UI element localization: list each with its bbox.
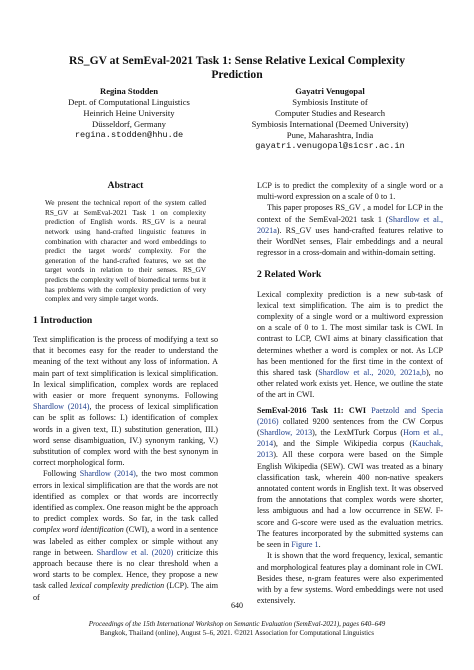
text-span: (CWI), a word in a sentence was labeled as either complex or simple without any range in between.: [33, 525, 219, 557]
citation-link[interactable]: Shardlow (2014): [79, 469, 136, 479]
related-paragraph-3: It is shown that the word frequency, lexical, semantic and morphological features play a dominant role in CWI. Besides these, n-gram features were also experimented with by a few systems. Word embeddings were not used extensively.: [257, 551, 443, 606]
abstract-text: We present the technical report of the system called RS_GV at SemEval-2021 Task 1 on complexity prediction of English words. RS_GV is a neural network using hand-crafted linguistic features in combination with character and word embeddings to predict the target words' complexity. For the generation of the hand-crafted features, we set the target words in relation to their senses. RS_GV predicts the complexity well of biomedical terms but it has problems with the complexity prediction of very complex and very simple target words.: [45, 198, 206, 304]
text-span: , the process of lexical simplification can be split as follows: I.) identification of complex words in a given text, II.) substitution generation, III.) word sense disambiguation, IV.) synonym ranking, V.) substitution of complex word with the best synonym in correct morphological form.: [33, 402, 219, 468]
author-affiliation: Heinrich Heine University: [83, 108, 175, 118]
text-span: criticize this approach because there is no clear threshold when a word starts to be complex. Hence, they propose a new task called: [33, 547, 218, 591]
text-span: ). RS_GV uses hand-crafted features relative to their WordNet senses, Flair embeddings and a neural regressor in a cross-domain and within-domain setting.: [257, 225, 443, 258]
author-affiliation: Düsseldorf, Germany: [92, 119, 166, 129]
section-heading-related-work: 2 Related Work: [257, 269, 322, 281]
footer-line-2: Bangkok, Thailand (online), August 5–6, 2021. ©2021 Association for Computational Linguistics: [100, 628, 374, 637]
text-span: ), and the Simple Wikipedia corpus (: [273, 439, 413, 449]
section-heading-introduction: 1 Introduction: [33, 314, 93, 326]
left-column: [33, 180, 218, 603]
text-span: (LCP). The aim of: [33, 581, 219, 602]
text-span: SemEval-2016 Task 11: CWI: [257, 405, 366, 415]
proceedings-footer: [0, 620, 474, 637]
citation-link[interactable]: Kauchak, 2013: [257, 439, 443, 460]
right-column: [257, 180, 443, 606]
abstract-heading: Abstract: [107, 180, 144, 191]
text-span: ). All these corpora were based on the Simple English Wikipedia (SEW). CWI was treated as a binary classification task, wherein 400 non-native speakers annotated content words in English text. It was observed from the annotations that complex words were shorter, less ambiguous and had a low occurrence in SEW. F-score and G-score were used as the evaluation metrics. The features incorporated by the submitted systems can be seen in: [257, 450, 443, 550]
author-affiliation: Symbiosis Institute of: [292, 97, 368, 107]
author-name: Regina Stodden: [99, 86, 159, 96]
figure-link[interactable]: Figure 1: [291, 540, 319, 550]
author-affiliation: Pune, Maharashtra, India: [286, 130, 374, 140]
text-span: ), no other related work exists yet. Hence, we outline the state of the art in CWI.: [257, 368, 443, 400]
author-1: [44, 86, 214, 141]
text-span: Text simplification is the process of modifying a text so that it becomes easy for the reader to understand the meaning of the text without any loss of information. A main part of text simplification is lexical simplification. In lexical simplification, complex words are replaced with easier or more frequent synonyms. Following: [33, 334, 218, 400]
text-span: , the two most common errors in lexical simplification are that the words are not identified as complex or that words are incorrectly identified as complex. One reason might be the approach to predict complex words. So far, in the task called: [33, 469, 218, 524]
title-line-1: RS_GV at SemEval-2021 Task 1: Sense Relative Lexical Complexity: [68, 54, 405, 67]
citation-link[interactable]: Shardlow et al., 2021a: [257, 214, 443, 235]
citation-link[interactable]: Shardlow et al. (2020): [96, 547, 174, 557]
intro-paragraph-2: [33, 468, 218, 602]
author-affiliation: Computer Studies and Research: [274, 108, 386, 118]
citation-link[interactable]: Horn et al., 2014: [257, 428, 443, 449]
text-span: ), the LexMTurk Corpus (: [312, 428, 404, 438]
citation-link[interactable]: Shardlow, 2013: [259, 428, 313, 438]
text-span: complex word identification: [33, 525, 124, 535]
author-affiliation: Dept. of Computational Linguistics: [68, 97, 190, 107]
author-email: gayatri.venugopal@sicsr.ac.in: [255, 141, 405, 151]
author-2: [220, 86, 440, 152]
title-line-2: Prediction: [211, 67, 263, 81]
related-paragraph-1: [257, 289, 443, 401]
citation-link[interactable]: Shardlow (2014): [33, 402, 90, 412]
citation-link[interactable]: Paetzold and Specia (2016): [257, 405, 443, 426]
footer-line-1: Proceedings of the 15th International Workshop on Semantic Evaluation (SemEval-2021), pages 640–649: [88, 620, 386, 628]
related-paragraph-2: [257, 405, 443, 551]
citation-link[interactable]: Shardlow et al., 2020, 2021a,b: [318, 368, 426, 378]
text-span: collated 9200 sentences from the CW Corpus (: [257, 416, 443, 438]
page-number: 640: [231, 601, 243, 610]
author-affiliation: Symbiosis International (Deemed University): [251, 119, 409, 129]
text-span: Lexical complexity prediction is a new sub-task of lexical text simplification. The aim is to predict the complexity of a single word or a multiword expression on a scale of 0 to 1. The most similar task is CWI. In contrast to LCP, CWI aims at binary classification that determines whether a word is complex or not. As LCP has been mentioned for the first time in the context of this shared task (: [257, 289, 443, 378]
author-email: regina.stodden@hhu.de: [74, 130, 184, 140]
text-span: .: [318, 540, 321, 550]
intro-paragraph-1: [33, 334, 218, 468]
text-span: lexical complexity prediction: [70, 581, 165, 591]
text-span: This paper proposes RS_GV , a model for LCP in the context of the SemEval-2021 task 1 (: [257, 203, 443, 224]
right-paragraph-2: [257, 202, 443, 258]
author-name: Gayatri Venugopal: [295, 86, 365, 96]
paper-title: [40, 54, 434, 81]
text-span: Following: [43, 469, 80, 479]
right-paragraph-1: LCP is to predict the complexity of a single word or a multi-word expression on a scale of 0 to 1.: [257, 181, 443, 202]
